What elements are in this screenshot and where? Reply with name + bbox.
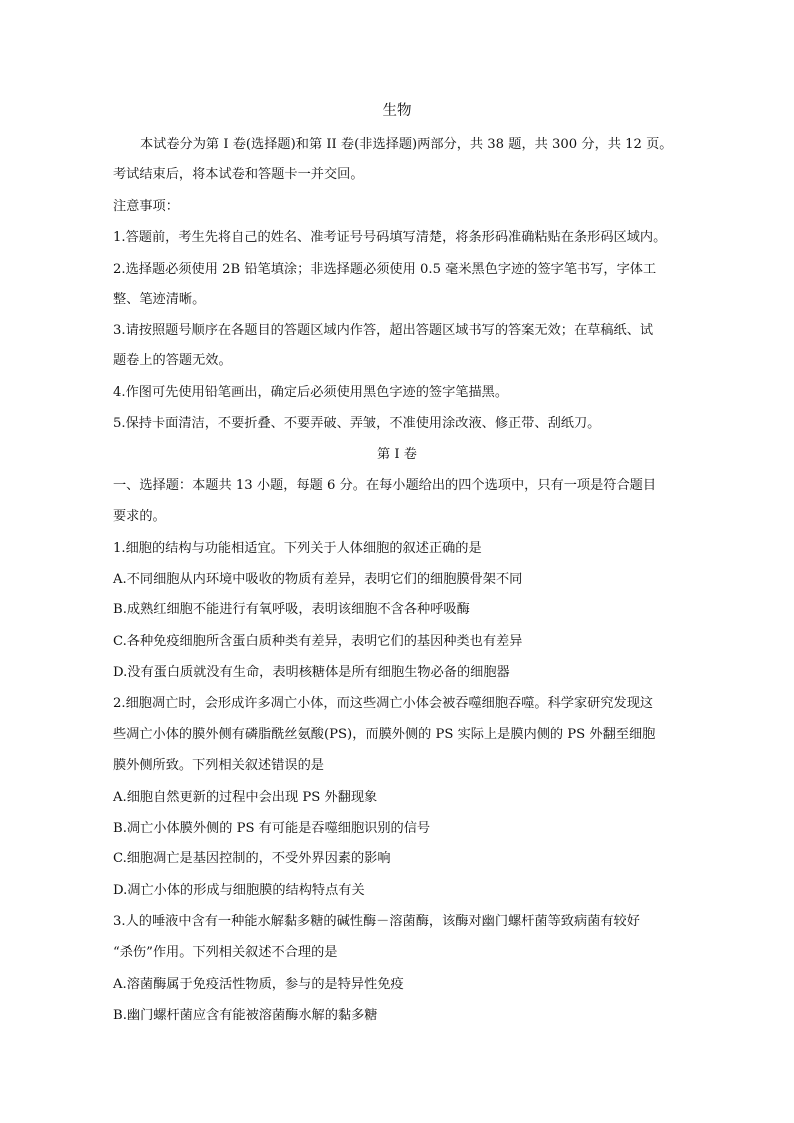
section-title: 第 I 卷 — [377, 447, 417, 462]
notice-line: 题卷上的答题无效。 — [113, 353, 232, 368]
question-option: A.细胞自然更新的过程中会出现 PS 外翻现象 — [113, 790, 378, 805]
notice-line: 3.请按照题号顺序在各题目的答题区域内作答，超出答题区域书写的答案无效；在草稿纸、试 — [113, 323, 654, 338]
intro-line: 本试卷分为第 I 卷(选择题)和第 II 卷(非选择题)两部分，共 38 题，共 300 分，共 12 页。 — [140, 137, 673, 152]
question-option: D.没有蛋白质就没有生命，表明核糖体是所有细胞生物必备的细胞器 — [113, 665, 510, 680]
question-stem: 1.细胞的结构与功能相适宜。下列关于人体细胞的叙述正确的是 — [113, 541, 482, 556]
section-instructions: 一、选择题：本题共 13 小题，每题 6 分。在每小题给出的四个选项中，只有一项是符合题目 — [113, 478, 657, 493]
notice-line: 1.答题前，考生先将自己的姓名、准考证号号码填写清楚，将条形码准确粘贴在条形码区域内。 — [113, 230, 667, 245]
intro-line: 考试结束后，将本试卷和答题卡一并交回。 — [113, 167, 364, 182]
question-stem: 2.细胞凋亡时，会形成许多凋亡小体，而这些凋亡小体会被吞噬细胞吞噬。科学家研究发现这 — [113, 696, 654, 711]
question-option: C.各种免疫细胞所含蛋白质种类有差异，表明它们的基因种类也有差异 — [113, 634, 523, 649]
question-stem: 些凋亡小体的膜外侧有磷脂酰丝氨酸(PS)，而膜外侧的 PS 实际上是膜内侧的 PS 外翻至细胞 — [113, 727, 656, 742]
question-stem: 3.人的唾液中含有一种能水解黏多糖的碱性酶－溶菌酶，该酶对幽门螺杆菌等致病菌有较好 — [113, 914, 640, 929]
question-option: B.幽门螺杆菌应含有能被溶菌酶水解的黏多糖 — [113, 1008, 378, 1023]
notice-line: 2.选择题必须使用 2B 铅笔填涂；非选择题必须使用 0.5 毫米黑色字迹的签字笔书写，字体工 — [113, 262, 657, 277]
question-option: C.细胞凋亡是基因控制的，不受外界因素的影响 — [113, 851, 391, 866]
question-option: B.成熟红细胞不能进行有氧呼吸，表明该细胞不含各种呼吸酶 — [113, 602, 470, 617]
notice-line: 5.保持卡面清洁，不要折叠、不要弄破、弄皱，不准使用涂改液、修正带、刮纸刀。 — [113, 416, 601, 431]
document-title: 生物 — [382, 103, 412, 119]
notice-line: 整、笔迹清晰。 — [113, 292, 206, 307]
question-stem: 膜外侧所致。下列相关叙述错误的是 — [113, 758, 324, 773]
notice-heading: 注意事项： — [113, 199, 179, 214]
question-option: B.凋亡小体膜外侧的 PS 有可能是吞噬细胞识别的信号 — [113, 821, 431, 836]
section-instructions: 要求的。 — [113, 509, 166, 524]
question-option: A.不同细胞从内环境中吸收的物质有差异，表明它们的细胞膜骨架不同 — [113, 572, 523, 587]
question-stem: “杀伤”作用。下列相关叙述不合理的是 — [113, 945, 338, 960]
notice-line: 4.作图可先使用铅笔画出，确定后必须使用黑色字迹的签字笔描黑。 — [113, 385, 509, 400]
question-option: A.溶菌酶属于免疫活性物质，参与的是特异性免疫 — [113, 977, 404, 992]
question-option: D.凋亡小体的形成与细胞膜的结构特点有关 — [113, 883, 365, 898]
